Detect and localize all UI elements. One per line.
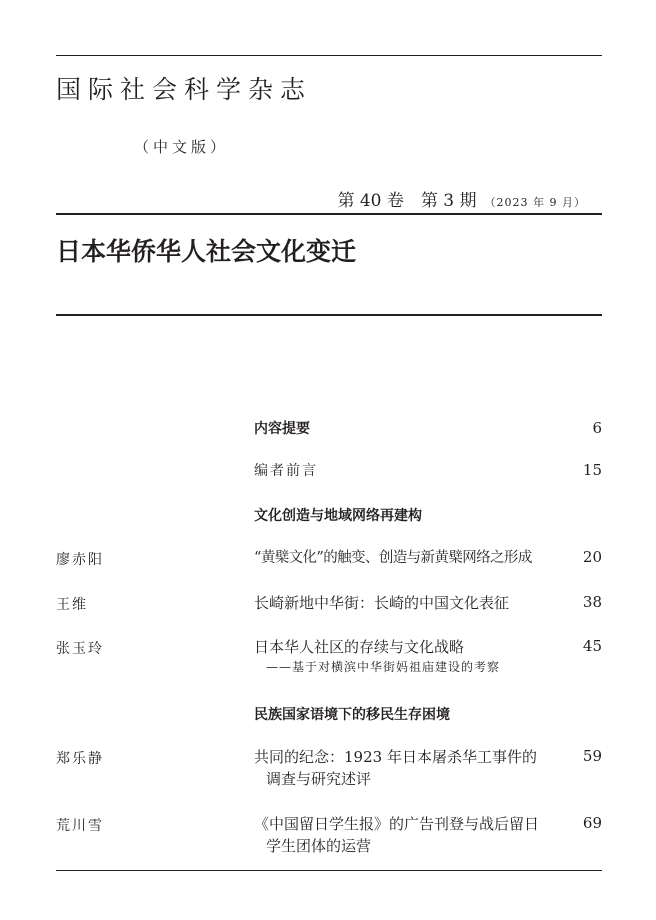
toc-article-4[interactable] <box>254 746 602 790</box>
article-3-page: 45 <box>582 637 602 655</box>
toc-article-2[interactable] <box>254 592 602 614</box>
section-1-title: 文化创造与地域网络再建构 <box>254 508 422 524</box>
bottom-rule <box>56 870 602 871</box>
issue-info <box>337 186 586 211</box>
article-4-title-line2: 调查与研究述评 <box>266 770 372 788</box>
article-3-title: 日本华人社区的存续与文化战略 <box>254 638 465 656</box>
issue-number: 第 40 卷 第 3 期 <box>337 191 477 211</box>
article-1-page: 20 <box>582 548 602 566</box>
article-3-author: 张玉玲 <box>56 641 104 657</box>
section-2-title: 民族国家语境下的移民生存困境 <box>254 707 450 723</box>
article-3-subtitle: ——基于对横滨中华街妈祖庙建设的考察 <box>266 660 501 674</box>
article-4-author: 郑乐静 <box>56 751 104 767</box>
article-1-title: “黄檗文化”的触变、创造与新黄檗网络之形成 <box>254 550 532 566</box>
article-2-author: 王维 <box>56 597 88 613</box>
article-4-page: 59 <box>582 747 602 765</box>
top-rule <box>56 55 602 56</box>
journal-title: 国际社会科学杂志 <box>56 75 313 104</box>
toc-summary[interactable] <box>254 418 602 438</box>
article-5-title-line2: 学生团体的运营 <box>266 837 372 855</box>
issue-date: （2023 年 9 月） <box>484 196 586 209</box>
article-2-page: 38 <box>582 593 602 611</box>
toc-section-2 <box>254 704 602 724</box>
toc-article-3[interactable] <box>254 636 602 676</box>
issue-rule <box>56 213 602 215</box>
toc-article-1[interactable] <box>254 547 602 569</box>
article-2-title: 长崎新地中华街：长崎的中国文化表征 <box>254 594 510 612</box>
edition-label: （中文版） <box>134 138 230 156</box>
toc-summary-page: 6 <box>592 419 602 437</box>
toc-summary-title: 内容提要 <box>254 421 310 437</box>
toc-section-1 <box>254 505 602 525</box>
toc-preface[interactable] <box>254 460 602 482</box>
title-rule <box>56 314 602 316</box>
toc-article-5[interactable] <box>254 813 602 857</box>
article-1-author: 廖赤阳 <box>56 552 104 568</box>
toc-preface-page: 15 <box>582 461 602 479</box>
article-4-title-line1: 共同的纪念：1923 年日本屠杀华工事件的 <box>254 748 537 766</box>
article-5-page: 69 <box>582 814 602 832</box>
article-5-author: 荒川雪 <box>56 818 104 834</box>
article-5-title-line1: 《中国留日学生报》的广告刊登与战后留日 <box>254 815 540 833</box>
issue-title: 日本华侨华人社会文化变迁 <box>56 237 357 266</box>
toc-preface-title: 编者前言 <box>254 463 318 479</box>
